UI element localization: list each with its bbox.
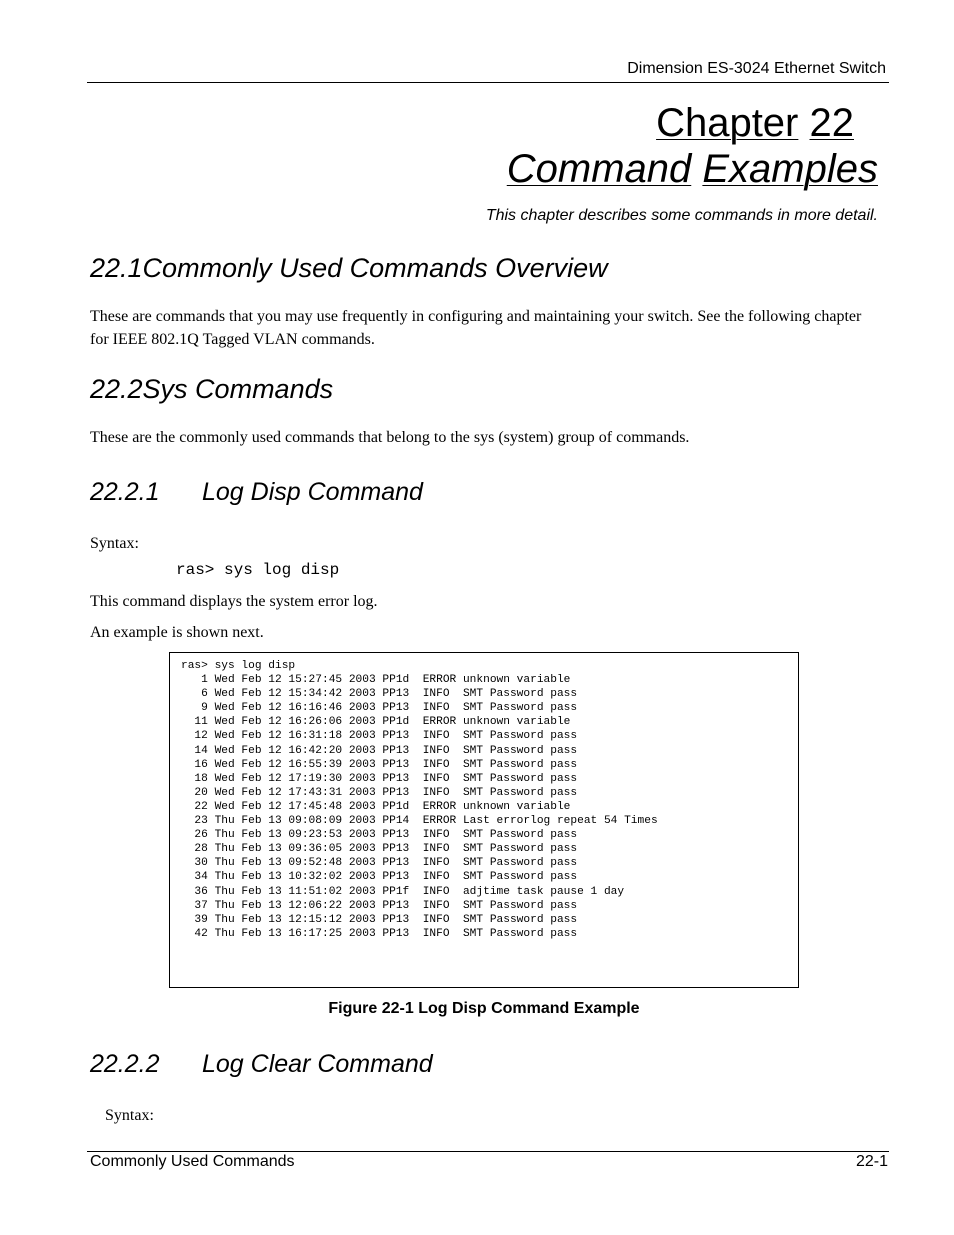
section-heading-22-1: 22.1Commonly Used Commands Overview — [90, 253, 608, 283]
chapter-description: This chapter describes some commands in more detail. — [485, 207, 878, 224]
syntax-label: Syntax: — [90, 535, 139, 552]
log-entry: 1 Wed Feb 12 15:27:45 2003 PP1d ERROR unknown variable — [181, 674, 571, 687]
syntax-label: Syntax: — [105, 1107, 154, 1124]
chapter-title-word-1: Command — [506, 147, 692, 191]
chapter-title-word-2: Examples — [702, 147, 878, 191]
log-entry: 36 Thu Feb 13 11:51:02 2003 PP1f INFO adjtime task pause 1 day — [181, 885, 625, 898]
log-prompt: ras> sys log disp — [181, 660, 296, 672]
section-title: Log Clear Command — [202, 1050, 433, 1078]
log-output — [181, 659, 658, 941]
log-entry: 20 Wed Feb 12 17:43:31 2003 PP13 INFO SMT Password pass — [181, 786, 578, 799]
log-example-box — [169, 652, 799, 988]
log-entry: 18 Wed Feb 12 17:19:30 2003 PP13 INFO SMT Password pass — [181, 772, 578, 785]
example-intro: An example is shown next. — [90, 624, 264, 641]
log-entry: 11 Wed Feb 12 16:26:06 2003 PP1d ERROR unknown variable — [181, 716, 571, 729]
chapter-number: 22 — [809, 101, 854, 145]
section-title: Log Disp Command — [202, 478, 423, 506]
command-description: This command displays the system error log. — [90, 593, 378, 610]
log-entry: 26 Thu Feb 13 09:23:53 2003 PP13 INFO SMT Password pass — [181, 829, 578, 842]
figure-caption: Figure 22-1 Log Disp Command Example — [328, 1000, 640, 1017]
log-entry: 42 Thu Feb 13 16:17:25 2003 PP13 INFO SMT Password pass — [181, 927, 578, 940]
chapter-title-block — [507, 100, 878, 192]
section-body-22-1: These are commands that you may use frequently in configuring and maintaining your switch. See the following chapter for IEEE 802.1Q Tagged VLAN commands. — [90, 308, 862, 348]
log-entry: 6 Wed Feb 12 15:34:42 2003 PP13 INFO SMT Password pass — [181, 688, 578, 701]
syntax-command: ras> sys log disp — [176, 561, 340, 579]
section-heading-22-2-1 — [90, 477, 423, 507]
section-body-22-2: These are the commonly used commands that belong to the sys (system) group of commands. — [90, 429, 690, 446]
log-entry: 14 Wed Feb 12 16:42:20 2003 PP13 INFO SMT Password pass — [181, 744, 578, 757]
log-entry: 30 Thu Feb 13 09:52:48 2003 PP13 INFO SMT Password pass — [181, 857, 578, 870]
log-entry: 28 Thu Feb 13 09:36:05 2003 PP13 INFO SMT Password pass — [181, 843, 578, 856]
log-entry: 22 Wed Feb 12 17:45:48 2003 PP1d ERROR unknown variable — [181, 800, 571, 813]
log-entry: 23 Thu Feb 13 09:08:09 2003 PP14 ERROR Last errorlog repeat 54 Times — [181, 815, 658, 828]
section-number: 22.2.2 — [90, 1050, 160, 1078]
page-number: 22-1 — [855, 1153, 888, 1170]
section-heading-22-2: 22.2Sys Commands — [90, 374, 334, 404]
chapter-label: Chapter — [656, 101, 799, 145]
footer-section-title: Commonly Used Commands — [90, 1153, 295, 1170]
log-entry: 9 Wed Feb 12 16:16:46 2003 PP13 INFO SMT Password pass — [181, 702, 578, 715]
footer-rule — [87, 1151, 889, 1152]
section-number: 22.2.1 — [90, 478, 160, 506]
log-entry: 39 Thu Feb 13 12:15:12 2003 PP13 INFO SMT Password pass — [181, 913, 578, 926]
running-header: Dimension ES-3024 Ethernet Switch — [627, 60, 886, 77]
header-rule — [87, 82, 889, 83]
log-entry: 34 Thu Feb 13 10:32:02 2003 PP13 INFO SMT Password pass — [181, 871, 578, 884]
log-entry: 37 Thu Feb 13 12:06:22 2003 PP13 INFO SMT Password pass — [181, 899, 578, 912]
log-entry: 16 Wed Feb 12 16:55:39 2003 PP13 INFO SMT Password pass — [181, 758, 578, 771]
section-heading-22-2-2 — [90, 1049, 433, 1079]
log-entry: 12 Wed Feb 12 16:31:18 2003 PP13 INFO SMT Password pass — [181, 730, 578, 743]
chapter-number-line — [507, 100, 854, 146]
chapter-title-line — [507, 146, 878, 192]
